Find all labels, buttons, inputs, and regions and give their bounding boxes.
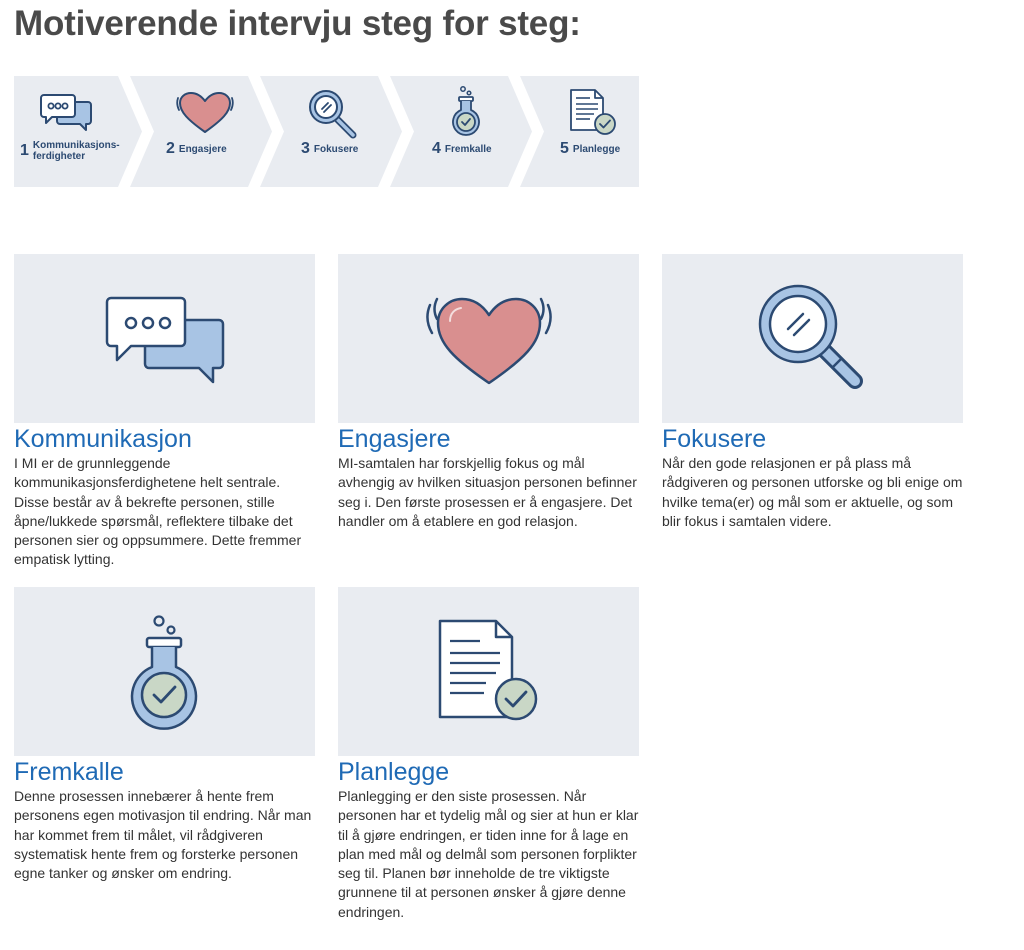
step-number: 3	[301, 140, 310, 157]
document-check-icon	[434, 617, 544, 727]
step-label-line2: ferdigheter	[32, 151, 86, 162]
step-number: 5	[560, 140, 569, 157]
card-text: MI-samtalen har forskjellig fokus og mål avhengig av hvilken situasjon personen befinner seg i. Den første prosessen er å engasjere. Det handler om å etablere en god relasjon.	[338, 455, 637, 529]
flask-icon	[449, 86, 483, 138]
step-number: 1	[20, 142, 29, 159]
card-title: Engasjere	[338, 425, 451, 453]
step-label-line1: Kommunikasjons-	[32, 140, 120, 151]
chat-bubbles-icon	[38, 92, 96, 132]
chat-bubbles-icon	[105, 294, 225, 384]
card-image	[14, 254, 315, 423]
card-image	[14, 587, 315, 756]
flask-icon	[125, 612, 205, 732]
card-image	[662, 254, 963, 423]
step-5-label	[560, 140, 620, 158]
card-fremkalle	[14, 587, 316, 883]
card-title: Fremkalle	[14, 758, 124, 786]
card-text: Når den gode relasjonen er på plass må rådgiveren og personen utforske og bli enige om hvilke tema(er) og mål som er aktuelle, og som blir fokus i samtalen videre.	[662, 455, 963, 529]
card-text: Planlegging er den siste prosessen. Når personen har et tydelig mål og sier at hun er klar til å gjøre endringen, er tiden inne for å lage en plan med mål og delmål som personen forplikter seg til. Planen bør inneholde de tre viktigste grunnene til at personen ønsker å gjøre denne endringen.	[338, 788, 639, 920]
card-text: I MI er de grunnleggende kommunikasjonsferdighetene helt sentrale. Disse består av å bekrefte personen, stille åpne/lukkede spørsmål, reflektere tilbake det personen sier og oppsummere. Dette fremmer empatisk lytting.	[14, 455, 302, 568]
page-title: Motiverende intervju steg for steg:	[14, 4, 581, 43]
step-label-line1: Engasjere	[178, 143, 227, 155]
step-label-line1: Fremkalle	[444, 143, 492, 155]
step-2-label	[166, 140, 227, 158]
step-number: 4	[432, 140, 441, 157]
step-number: 2	[166, 140, 175, 157]
card-image	[338, 587, 639, 756]
card-title: Planlegge	[338, 758, 450, 786]
step-3-label	[301, 140, 358, 158]
step-1-label	[20, 140, 120, 162]
card-fokusere	[662, 254, 964, 531]
heart-icon	[424, 289, 554, 389]
heart-icon	[176, 90, 234, 136]
card-engasjere	[338, 254, 640, 531]
card-title: Fokusere	[662, 425, 767, 453]
magnifier-icon	[753, 279, 873, 399]
step-label-line1: Fokusere	[313, 143, 359, 155]
card-kommunikasjon	[14, 254, 316, 570]
card-image	[338, 254, 639, 423]
step-4-label	[432, 140, 492, 158]
card-planlegge	[338, 587, 640, 922]
step-label-line1: Planlegge	[572, 143, 621, 155]
card-text: Denne prosessen innebærer å hente frem personens egen motivasjon til endring. Når man har kommet frem til målet, vil rådgiveren systematisk hente frem og forsterke personen egne tanker og ønsker om endring.	[14, 788, 312, 882]
card-title: Kommunikasjon	[14, 425, 192, 453]
magnifier-icon	[306, 88, 360, 140]
document-check-icon	[568, 88, 618, 138]
